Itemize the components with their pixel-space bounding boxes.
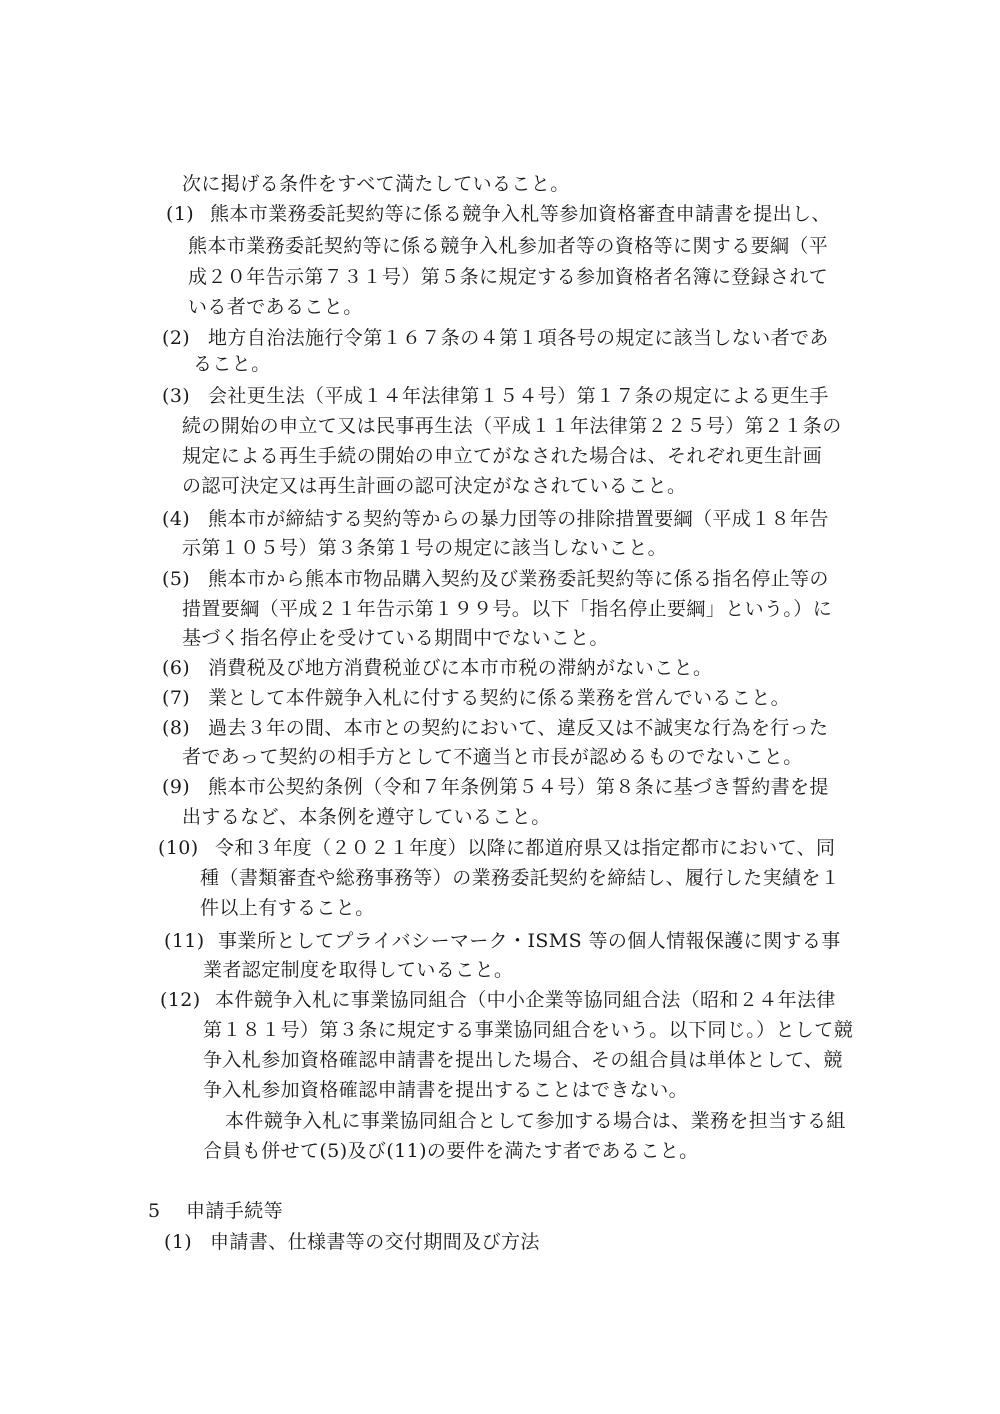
item-text: 本件競争入札に事業協同組合として参加する場合は、業務を担当する組 [225,1110,846,1132]
item-text: 地方自治法施行令第１６７条の４第１項各号の規定に該当しない者であ [208,327,829,349]
item-text: 熊本市業務委託契約等に係る競争入札参加者等の資格等に関する要綱（平 [188,235,829,257]
item-text: ること。 [193,353,271,375]
item-text: 会社更生法（平成１４年法律第１５４号）第１７条の規定による更生手 [208,385,829,407]
item-number: (10) [158,837,199,859]
item-text: 過去３年の間、本市との契約において、違反又は不誠実な行為を行った [208,717,829,739]
item-text: 者であって契約の相手方として不適当と市長が認めるものでないこと。 [182,746,803,768]
item-text: 争入札参加資格確認申請書を提出することはできない。 [203,1079,689,1101]
item-number: (8) [162,717,191,739]
item-number: (1) [166,203,195,225]
item-text: 示第１０５号）第３条第１号の規定に該当しないこと。 [182,537,668,559]
item-text: 基づく指名停止を受けている期間中でないこと。 [182,627,609,649]
item-number: (12) [160,989,201,1011]
item-text: 事業所としてプライバシーマーク・ISMS 等の個人情報保護に関する事 [218,930,841,952]
item-text: 争入札参加資格確認申請書を提出した場合、その組合員は単体として、競 [203,1049,843,1071]
item-text: 措置要綱（平成２１年告示第１９９号。以下「指名停止要綱」という。）に [182,598,833,620]
section-heading: 申請手続等 [186,1200,284,1222]
item-text: 令和３年度（２０２１年度）以降に都道府県又は指定都市において、同 [215,837,836,859]
item-text: 本件競争入札に事業協同組合（中小企業等協同組合法（昭和２４年法律 [215,989,836,1011]
item-text: 熊本市業務委託契約等に係る競争入札等参加資格審査申請書を提出し、 [210,203,831,225]
item-text: 件以上有すること。 [200,897,375,919]
item-number: (1) [164,1231,193,1253]
item-text: 合員も併せて(5)及び(11)の要件を満たす者であること。 [203,1140,699,1162]
item-number: (11) [164,930,205,952]
item-text: 消費税及び地方消費税並びに本市市税の滞納がないこと。 [208,657,713,679]
item-text: 規定による再生手続の開始の申立てがなされた場合は、それぞれ更生計画 [182,445,823,467]
item-text: 熊本市が締結する契約等からの暴力団等の排除措置要綱（平成１８年告 [208,508,829,530]
item-text: いる者であること。 [188,296,363,318]
item-text: 業者認定制度を取得していること。 [203,959,514,981]
section-number: 5 [148,1200,161,1222]
intro-text: 次に掲げる条件をすべて満たしていること。 [182,173,570,195]
item-number: (2) [162,327,191,349]
item-text: 熊本市公契約条例（令和７年条例第５４号）第８条に基づき誓約書を提 [208,776,829,798]
item-text: 申請書、仕様書等の交付期間及び方法 [210,1231,540,1253]
item-text: 種（書類審査や総務事務等）の業務委託契約を締結し、履行した実績を１ [200,867,841,889]
item-number: (9) [162,776,191,798]
item-text: 第１８１号）第３条に規定する事業協同組合をいう。以下同じ。）として競 [203,1019,854,1041]
item-number: (7) [162,687,191,709]
item-text: 熊本市から熊本市物品購入契約及び業務委託契約等に係る指名停止等の [208,568,829,590]
item-text: 続の開始の申立て又は民事再生法（平成１１年法律第２２５号）第２１条の [182,415,842,437]
item-number: (6) [162,657,191,679]
item-number: (5) [162,568,191,590]
item-text: 成２０年告示第７３１号）第５条に規定する参加資格者名簿に登録されて [188,266,829,288]
item-number: (3) [162,385,191,407]
item-text: 業として本件競争入札に付する契約に係る業務を営んでいること。 [208,687,791,709]
item-text: 出するなど、本条例を遵守していること。 [182,806,551,828]
item-text: の認可決定又は再生計画の認可決定がなされていること。 [182,475,687,497]
item-number: (4) [162,508,191,530]
